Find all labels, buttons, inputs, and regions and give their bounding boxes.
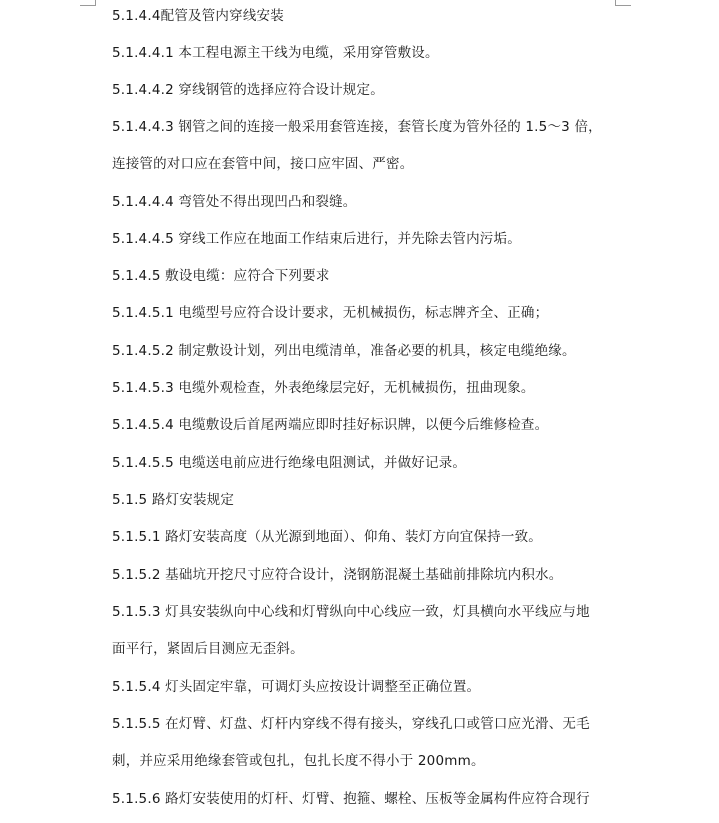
paragraph-5-1-4-5-3: 5.1.4.5.3 电缆外观检查，外表绝缘层完好，无机械损伤，扭曲现象。 (112, 380, 535, 396)
paragraph-5-1-4-4-1: 5.1.4.4.1 本工程电源主干线为电缆，采用穿管敷设。 (112, 45, 439, 61)
margin-corner-mark-left-horizontal (80, 5, 96, 6)
section-heading-5-1-4-5: 5.1.4.5 敷设电缆：应符合下列要求 (112, 268, 330, 284)
paragraph-5-1-4-5-2: 5.1.4.5.2 制定敷设计划，列出电缆清单，准备必要的机具，核定电缆绝缘。 (112, 343, 576, 359)
paragraph-5-1-4-4-3-cont: 连接管的对口应在套管中间，接口应牢固、严密。 (112, 156, 414, 172)
paragraph-5-1-5-3: 5.1.5.3 灯具安装纵向中心线和灯臂纵向中心线应一致，灯具横向水平线应与地 (112, 604, 590, 620)
paragraph-5-1-4-4-2: 5.1.4.4.2 穿线钢管的选择应符合设计规定。 (112, 82, 384, 98)
paragraph-5-1-5-5: 5.1.5.5 在灯臂、灯盘、灯杆内穿线不得有接头，穿线孔口或管口应光滑、无毛 (112, 716, 590, 732)
paragraph-5-1-4-5-4: 5.1.4.5.4 电缆敷设后首尾两端应即时挂好标识牌，以便今后维修检查。 (112, 417, 549, 433)
section-heading-5-1-4-4: 5.1.4.4配管及管内穿线安装 (112, 8, 284, 24)
margin-corner-mark-right-horizontal (615, 5, 631, 6)
paragraph-5-1-4-5-1: 5.1.4.5.1 电缆型号应符合设计要求，无机械损伤，标志牌齐全、正确； (112, 305, 549, 321)
paragraph-5-1-4-4-3: 5.1.4.4.3 钢管之间的连接一般采用套管连接，套管长度为管外径的 1.5～3 倍， (112, 119, 602, 135)
paragraph-5-1-5-2: 5.1.5.2 基础坑开挖尺寸应符合设计，浇钢筋混凝土基础前排除坑内积水。 (112, 567, 563, 583)
paragraph-5-1-5-5-cont: 刺，并应采用绝缘套管或包扎，包扎长度不得小于 200mm。 (112, 753, 485, 769)
paragraph-5-1-5-6: 5.1.5.6 路灯安装使用的灯杆、灯臂、抱箍、螺栓、压板等金属构件应符合现行 (112, 791, 590, 807)
paragraph-5-1-5-1: 5.1.5.1 路灯安装高度（从光源到地面）、仰角、装灯方向宜保持一致。 (112, 529, 542, 545)
paragraph-5-1-4-4-4: 5.1.4.4.4 弯管处不得出现凹凸和裂缝。 (112, 194, 357, 210)
paragraph-5-1-4-4-5: 5.1.4.4.5 穿线工作应在地面工作结束后进行，并先除去管内污垢。 (112, 231, 521, 247)
paragraph-5-1-5-4: 5.1.5.4 灯头固定牢靠，可调灯头应按设计调整至正确位置。 (112, 679, 481, 695)
paragraph-5-1-4-5-5: 5.1.4.5.5 电缆送电前应进行绝缘电阻测试，并做好记录。 (112, 455, 467, 471)
section-heading-5-1-5: 5.1.5 路灯安装规定 (112, 492, 235, 508)
paragraph-5-1-5-3-cont: 面平行，紧固后目测应无歪斜。 (112, 641, 304, 657)
